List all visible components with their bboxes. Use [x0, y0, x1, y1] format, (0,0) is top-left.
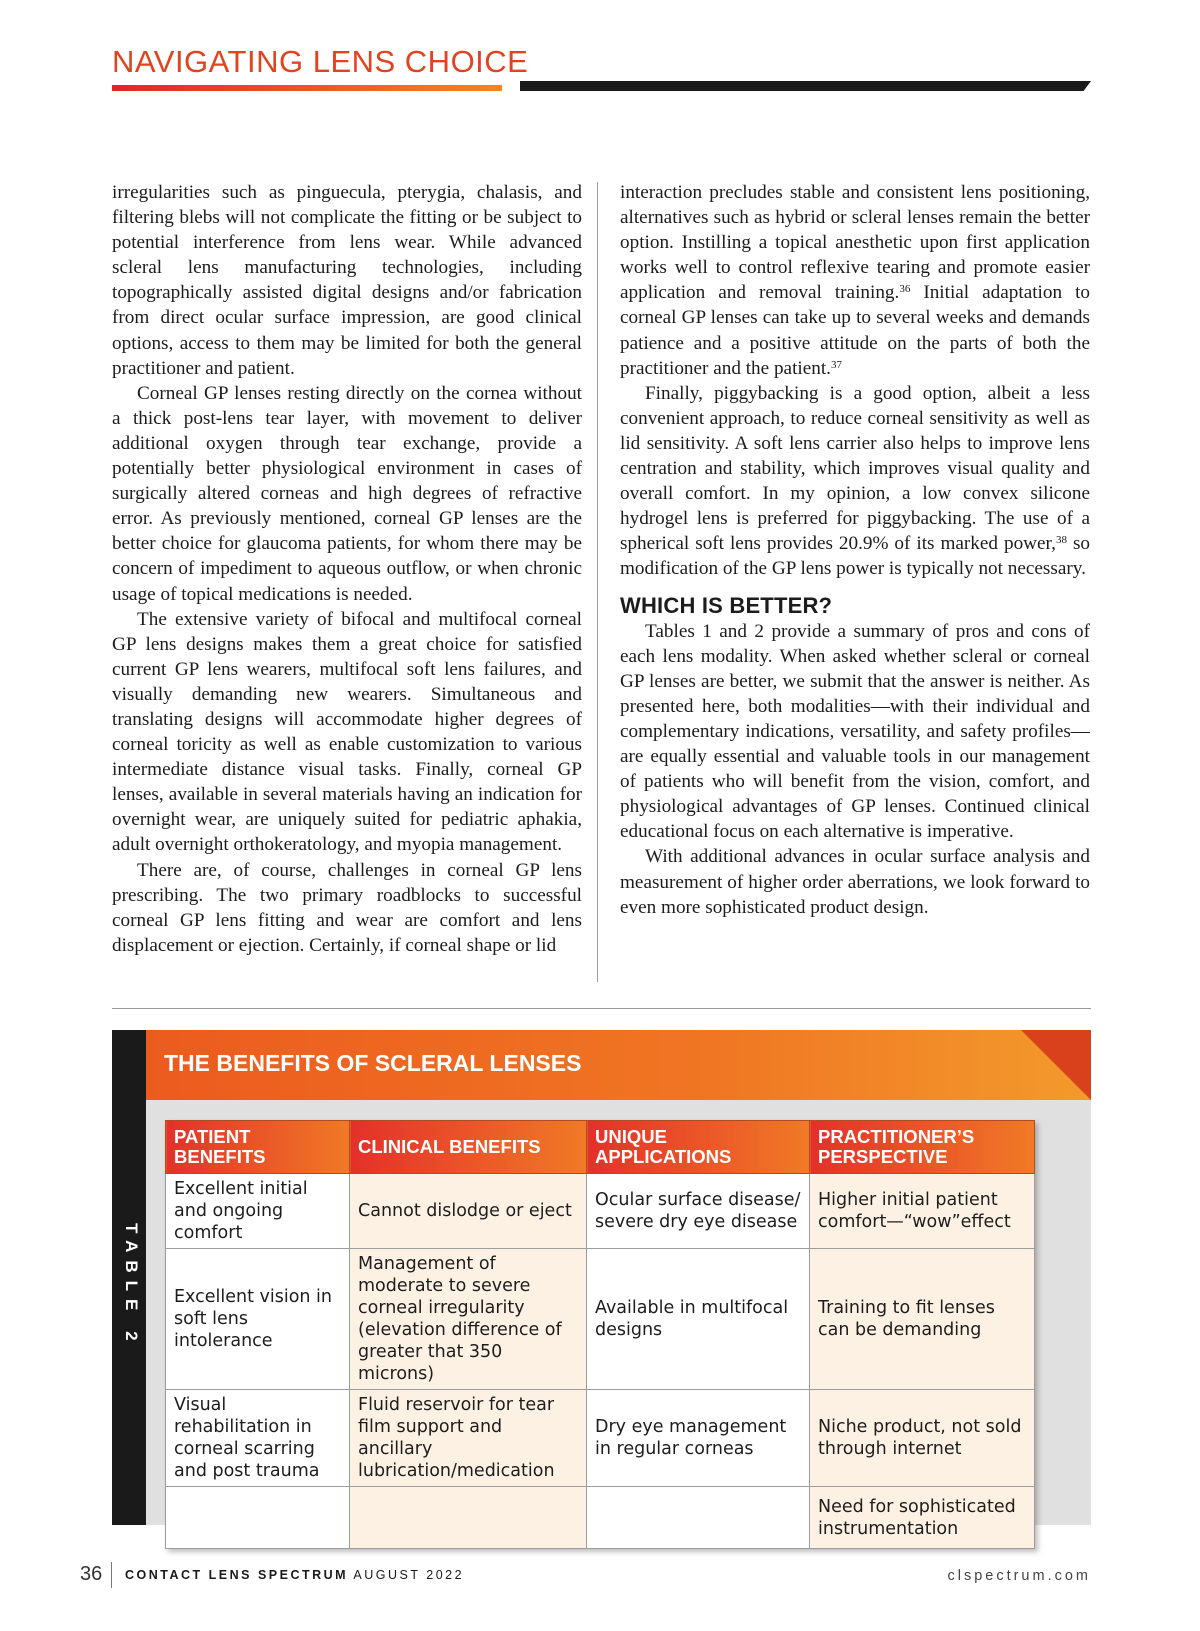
table-row	[166, 1249, 1035, 1390]
text-run: interaction precludes stable and consistent lens positioning, alternatives such as hybrid or scleral lenses remain the better option. Instilling a topical anesthetic upon first application works well to control reflexive tearing and promote easier application and removal training.	[620, 182, 1090, 304]
table-cell	[587, 1487, 810, 1549]
table-cell: Niche product, not sold through internet	[810, 1390, 1035, 1487]
table-header-row	[166, 1121, 1035, 1174]
table-cell: Fluid reservoir for tear film support and ancillary lubrication/medication	[350, 1390, 587, 1487]
paragraph	[620, 381, 1090, 582]
reference-marker: 36	[899, 283, 911, 296]
table-row	[166, 1487, 1035, 1549]
table-cell: Higher initial patient comfort—“wow”effect	[810, 1174, 1035, 1249]
column-header: UNIQUE APPLICATIONS	[587, 1121, 810, 1174]
table-cell: Cannot dislodge or eject	[350, 1174, 587, 1249]
column-header: CLINICAL BENEFITS	[350, 1121, 587, 1174]
section-header-title: NAVIGATING LENS CHOICE	[112, 44, 529, 79]
paragraph	[620, 180, 1090, 381]
section-heading: WHICH IS BETTER?	[620, 592, 833, 618]
text-run: Finally, piggybacking is a good option, albeit a less convenient approach, to reduce corneal sensitivity as well as lid sensitivity. A soft lens carrier also helps to improve lens centration and stability, which improves visual quality and overall comfort. In my opinion, a low convex silicone hydrogel lens is preferred for piggybacking. The use of a spherical soft lens provides 20.9% of its marked power,	[620, 382, 1090, 555]
paragraph: With additional advances in ocular surface analysis and measurement of higher order aberrations, we look forward to even more sophisticated product design.	[620, 846, 1090, 918]
table-number-label: TABLE 2	[122, 1223, 141, 1349]
paragraph: irregularities such as pinguecula, pterygia, chalasis, and filtering blebs will not complicate the fitting or be subject to potential interference from lens wear. While advanced scleral lens manufacturing technologies, including topographically assisted digital designs and/or fabrication from direct ocular surface impression, are good clinical options, access to them may be limited for both the general practitioner and patient.	[112, 182, 582, 379]
footer-website: clspectrum.com	[947, 1568, 1091, 1584]
paragraph: The extensive variety of bifocal and multifocal corneal GP lens designs makes them a great choice for satisfied current GP lens wearers, multifocal soft lens failures, and visually demanding new wearers. Simultaneous and translating designs will accommodate higher degrees of corneal toricity as well as enable customization to various intermediate distance visual tasks. Finally, corneal GP lenses, available in several materials having an indication for overnight wear, are uniquely suited for pediatric aphakia, adult overnight orthokeratology, and myopia management.	[112, 608, 582, 856]
table-cell: Management of moderate to severe corneal irregularity (elevation difference of greater that 350 microns)	[350, 1249, 587, 1390]
column-header: PATIENT BENEFITS	[166, 1121, 350, 1174]
table-cell: Available in multifocal designs	[587, 1249, 810, 1390]
column-header: PRACTITIONER’S PERSPECTIVE	[810, 1121, 1035, 1174]
reference-marker: 38	[1055, 534, 1067, 547]
table-row	[166, 1174, 1035, 1249]
table-cell: Excellent initial and ongoing comfort	[166, 1174, 350, 1249]
table-title: THE BENEFITS OF SCLERAL LENSES	[164, 1050, 582, 1076]
paragraph: Corneal GP lenses resting directly on the cornea without a thick post-lens tear layer, with movement to deliver additional oxygen through tear exchange, provide a potentially better physiological environment in cases of surgically altered corneas and high degrees of refractive error. As previously mentioned, corneal GP lenses are the better choice for glaucoma patients, for whom there may be concern of impediment to aqueous outflow, or when chronic usage of topical medications is needed.	[112, 382, 582, 605]
paragraph: Tables 1 and 2 provide a summary of pros and cons of each lens modality. When asked whether scleral or corneal GP lenses are better, we submit that the answer is neither. As presented here, both modalities—with their individual and complementary indications, versatility, and safety profiles—are equally essential and valuable tools in our management of patients who will benefit from the vision, comfort, and physiological advantages of GP lenses. Continued clinical educational focus on each alternative is imperative.	[620, 620, 1090, 843]
header-underline	[112, 85, 502, 91]
column-divider	[597, 182, 598, 982]
table-row	[166, 1390, 1035, 1487]
reference-marker: 37	[830, 358, 842, 371]
issue-date: AUGUST 2022	[353, 1568, 465, 1582]
table-cell: Visual rehabilitation in corneal scarring and post trauma	[166, 1390, 350, 1487]
table-cell: Ocular surface disease/ severe dry eye disease	[587, 1174, 810, 1249]
table-separator-line	[112, 1008, 1091, 1009]
benefits-table	[165, 1120, 1035, 1549]
table-cell: Training to fit lenses can be demanding	[810, 1249, 1035, 1390]
article-column-left	[112, 180, 582, 958]
page-number: 36	[80, 1563, 103, 1585]
banner-corner-accent	[1021, 1030, 1091, 1100]
publication-name: CONTACT LENS SPECTRUM	[125, 1568, 349, 1582]
paragraph: There are, of course, challenges in corneal GP lens prescribing. The two primary roadblocks to successful corneal GP lens fitting and wear are comfort and lens displacement or ejection. Certainly, if corneal shape or lid	[112, 859, 582, 956]
text-run: so modification of the GP lens power is typically not necessary.	[620, 533, 1090, 580]
table-side-bar	[112, 1030, 146, 1525]
text-run: Initial adaptation to corneal GP lenses can take up to several weeks and demands patience and a positive attitude on the parts of both the practitioner and the patient.	[620, 282, 1090, 379]
table-cell: Dry eye management in regular corneas	[587, 1390, 810, 1487]
table-cell	[166, 1487, 350, 1549]
footer-separator	[111, 1562, 112, 1588]
footer-publication	[125, 1568, 464, 1582]
header-rule-bar	[520, 81, 1091, 91]
article-column-right	[620, 180, 1090, 920]
table-cell	[350, 1487, 587, 1549]
table-cell: Excellent vision in soft lens intolerance	[166, 1249, 350, 1390]
table-cell: Need for sophisticated instrumentation	[810, 1487, 1035, 1549]
